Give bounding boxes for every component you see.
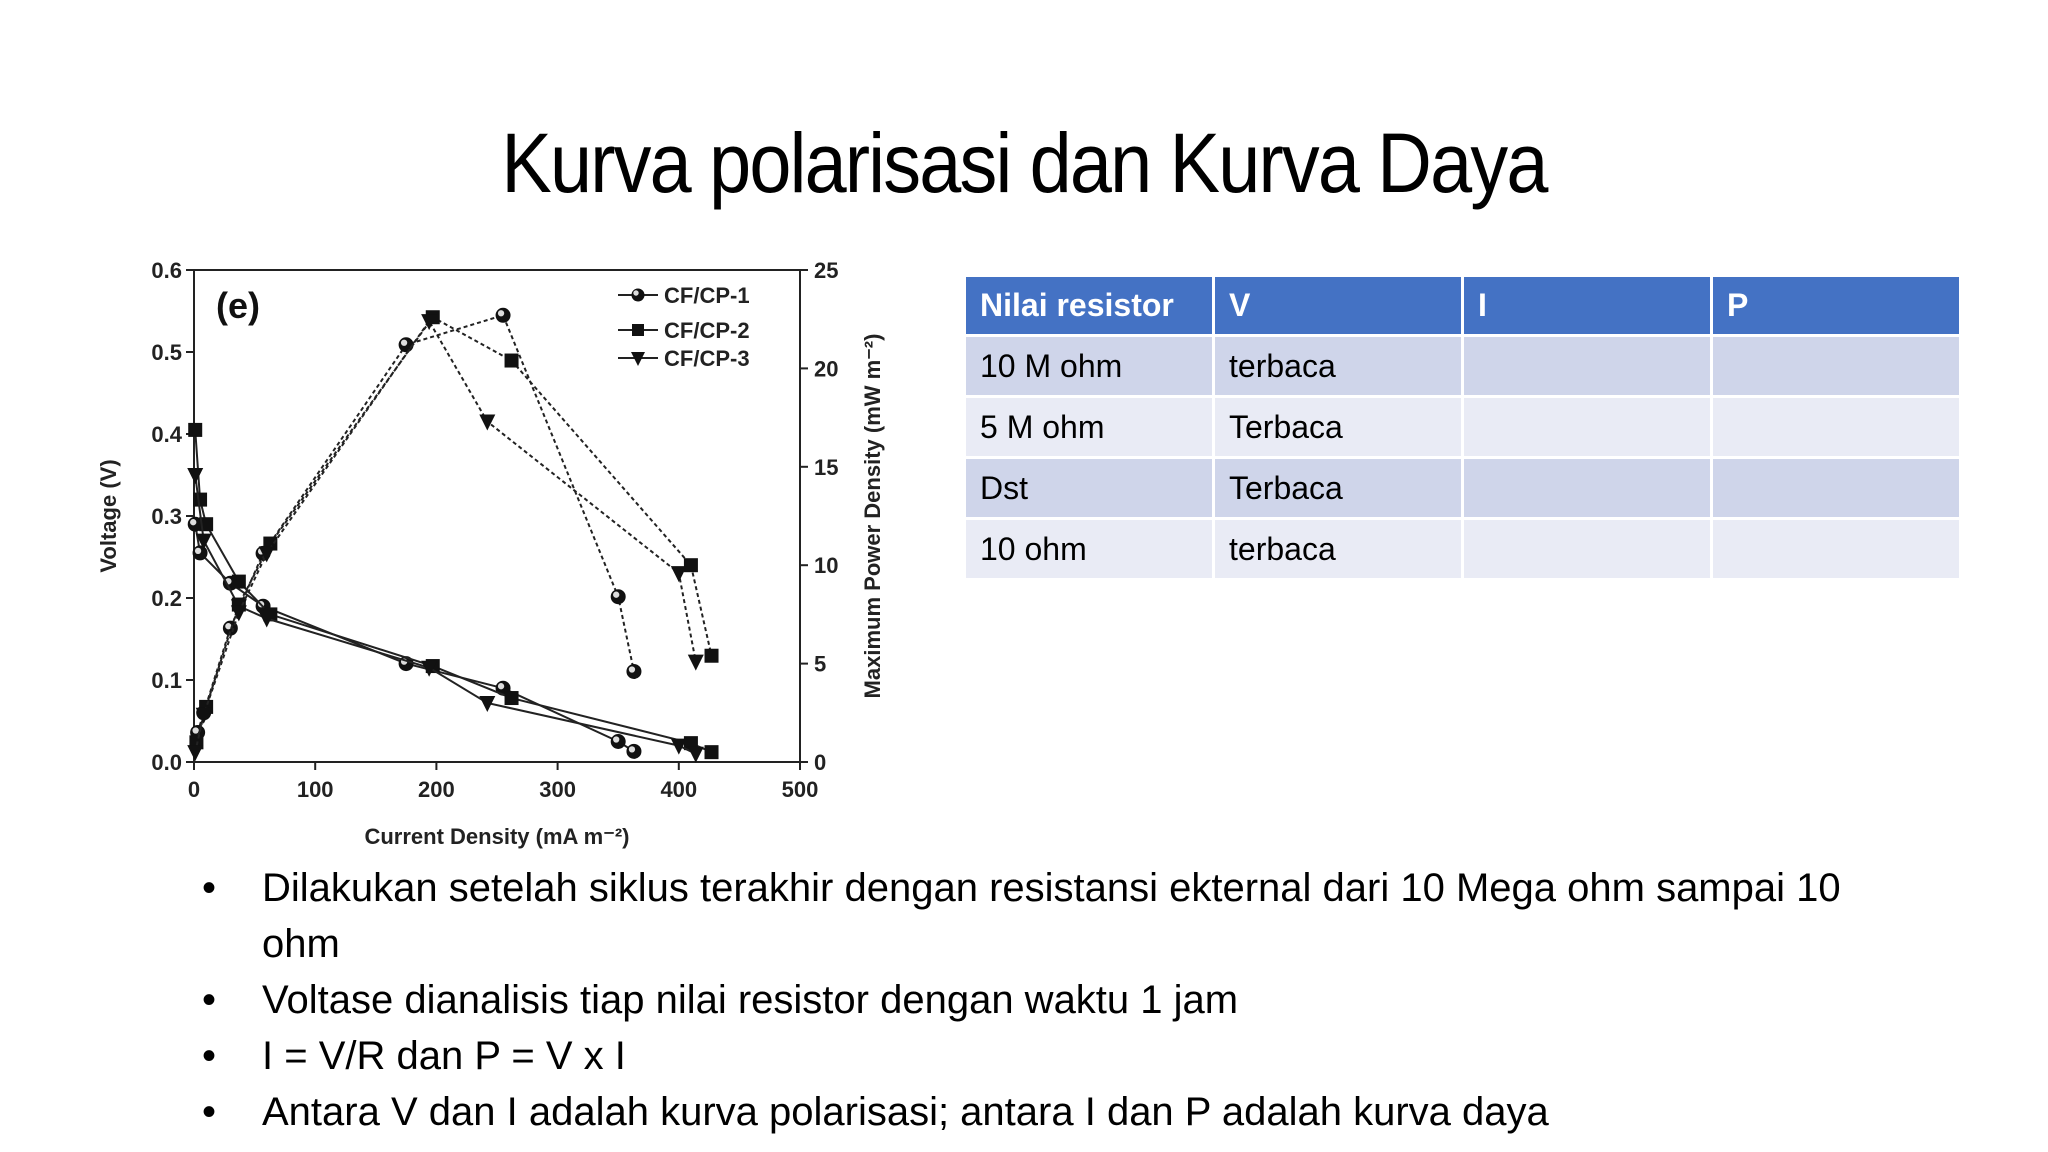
bullet-icon: • <box>202 1034 217 1078</box>
svg-text:300: 300 <box>539 777 576 802</box>
bullet-item: • Antara V dan I adalah kurva polarisasi; antara I dan P adalah kurva daya <box>202 1084 1922 1140</box>
cell-i <box>1464 398 1710 456</box>
svg-text:25: 25 <box>814 258 839 283</box>
table-row <box>966 459 1959 517</box>
cell-p <box>1713 337 1959 395</box>
bullet-item: • Dilakukan setelah siklus terakhir dengan resistansi ekternal dari 10 Mega ohm sampai 10 ohm <box>202 860 1922 972</box>
cell-v: Terbaca <box>1215 459 1461 517</box>
cell-v: terbaca <box>1215 337 1461 395</box>
cell-p <box>1713 398 1959 456</box>
cell-p <box>1713 459 1959 517</box>
svg-text:Current Density (mA m⁻²): Current Density (mA m⁻²) <box>364 824 630 849</box>
svg-text:500: 500 <box>781 777 819 802</box>
svg-text:0: 0 <box>814 750 827 775</box>
svg-text:0.2: 0.2 <box>151 586 182 611</box>
resistor-table <box>963 274 1962 581</box>
header-p: P <box>1713 277 1959 334</box>
svg-text:(e): (e) <box>216 285 260 326</box>
cell-v: Terbaca <box>1215 398 1461 456</box>
header-nilai-resistor: Nilai resistor <box>966 277 1212 334</box>
chart-canvas <box>90 250 910 850</box>
svg-text:Maximum Power Density (mW m⁻²): Maximum Power Density (mW m⁻²) <box>860 333 885 699</box>
table-row <box>966 337 1959 395</box>
svg-text:0.3: 0.3 <box>151 504 182 529</box>
table-row <box>966 398 1959 456</box>
cell-p <box>1713 520 1959 578</box>
svg-text:100: 100 <box>296 777 334 802</box>
svg-text:0.5: 0.5 <box>151 340 182 365</box>
bullet-icon: • <box>202 978 217 1022</box>
bullet-icon: • <box>202 1090 217 1134</box>
svg-text:0.4: 0.4 <box>151 422 182 447</box>
svg-text:0.1: 0.1 <box>151 668 182 693</box>
svg-text:400: 400 <box>660 777 698 802</box>
cell-resistor: 5 M ohm <box>966 398 1212 456</box>
cell-i <box>1464 337 1710 395</box>
svg-text:0.0: 0.0 <box>151 750 182 775</box>
svg-text:CF/CP-1: CF/CP-1 <box>664 283 750 308</box>
bullet-item: • Voltase dianalisis tiap nilai resistor dengan waktu 1 jam <box>202 972 1922 1028</box>
cell-resistor: Dst <box>966 459 1212 517</box>
polarization-power-chart <box>90 250 910 850</box>
svg-text:10: 10 <box>814 553 839 579</box>
slide-title: Kurva polarisasi dan Kurva Daya <box>501 116 1547 210</box>
header-v: V <box>1215 277 1461 334</box>
svg-text:Voltage (V): Voltage (V) <box>96 459 121 573</box>
cell-i <box>1464 520 1710 578</box>
table-header-row <box>966 277 1959 334</box>
cell-v: terbaca <box>1215 520 1461 578</box>
bullet-list <box>202 860 1922 1140</box>
svg-text:0.6: 0.6 <box>151 258 182 283</box>
svg-text:200: 200 <box>418 777 455 802</box>
svg-text:15: 15 <box>814 454 839 480</box>
svg-text:20: 20 <box>814 356 839 382</box>
svg-text:CF/CP-3: CF/CP-3 <box>664 346 750 371</box>
svg-text:CF/CP-2: CF/CP-2 <box>664 318 750 343</box>
svg-text:0: 0 <box>187 777 201 802</box>
svg-text:5: 5 <box>814 651 827 677</box>
bullet-item: • I = V/R dan P = V x I <box>202 1028 1922 1084</box>
cell-i <box>1464 459 1710 517</box>
cell-resistor: 10 M ohm <box>966 337 1212 395</box>
header-i: I <box>1464 277 1710 334</box>
bullet-icon: • <box>202 866 217 910</box>
table-row <box>966 520 1959 578</box>
cell-resistor: 10 ohm <box>966 520 1212 578</box>
